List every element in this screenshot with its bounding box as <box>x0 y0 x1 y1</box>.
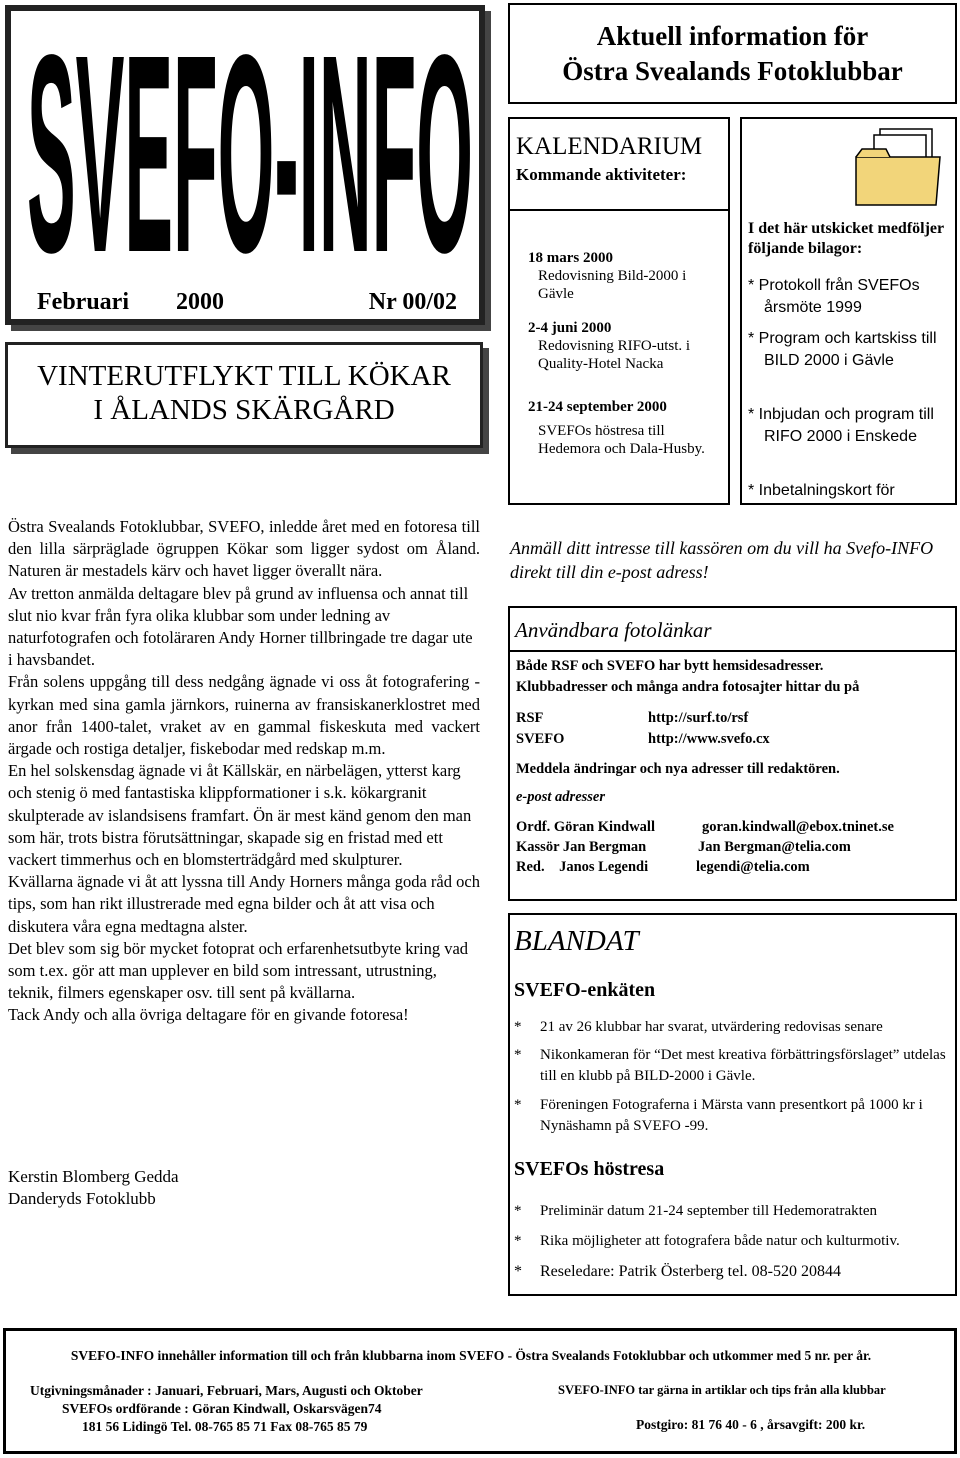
author-name: Kerstin Blomberg Gedda <box>8 1167 179 1186</box>
kalendarium-title: KALENDARIUM <box>516 133 703 160</box>
banner-line-1: Aktuell information för <box>596 21 869 51</box>
issue-month: Februari <box>37 289 129 315</box>
article-paragraph: En hel solskensdag ägnade vi åt Källskär, en närbelägen, ytterst karg och stenig ö med fantastiska klippformationer i s.k. kökargranit skulpterade av islandsisens framfart. Ön är mest känd genom den man som här, trots bistra förutsättningar, skapade sig en fristad med ett vackert timmerhus och en blomsterträdgård med skulpturer. <box>8 761 472 870</box>
logo <box>23 23 477 268</box>
subscribe-notice: Anmäll ditt intresse till kassören om du vill ha Svefo-INFO direkt till din e-post adress! <box>510 538 934 582</box>
signature <box>8 1166 179 1210</box>
folder-icon <box>852 127 944 207</box>
site-url[interactable]: http://www.svefo.cx <box>648 731 770 747</box>
list-item <box>514 1261 952 1282</box>
issue-number: Nr 00/02 <box>368 289 457 315</box>
list-item <box>514 1095 952 1137</box>
misc-title: BLANDAT <box>514 925 639 957</box>
links-intro: Klubbadresser och många andra fotosajter hittar du på <box>516 679 860 695</box>
links-title: Användbara fotolänkar <box>515 618 712 642</box>
article-paragraph: Av tretton anmälda deltagare blev på grund av influensa och annat till slut nio kvar från fyra olika klubbar som under ledning av naturfotografen och fotoläraren Andy Horner tillbringade tre dagar ute i havsbandet. <box>8 583 473 670</box>
calendar-event <box>528 398 724 458</box>
article-paragraph: Kvällarna ägnade vi åt att lyssna till Andy Horners många goda råd och tips, som han rikt illustrerade med egna bilder och åt att visa och diskutera våra egna medtagna alster. <box>8 872 480 936</box>
autumn-trip-heading: SVEFOs höstresa <box>514 1158 665 1180</box>
site-url[interactable]: http://surf.to/rsf <box>648 710 749 726</box>
footer-address: 181 56 Lidingö Tel. 08-765 85 71 Fax 08-765 85 79 <box>82 1419 368 1434</box>
logo-text: SVEFO-INFO <box>27 23 474 268</box>
list-item-text: Rika möjligheter att fotografera både natur och kulturmotiv. <box>540 1233 900 1249</box>
attachment-item <box>748 404 954 448</box>
links-intro: Både RSF och SVEFO har bytt hemsidesadresser. <box>516 658 824 674</box>
list-item-text: Preliminär datum 21-24 september till Hedemoratrakten <box>540 1203 877 1219</box>
bullet: * <box>514 1019 522 1035</box>
attachments-box <box>740 117 957 505</box>
attachment-item <box>748 275 954 319</box>
contact-email[interactable]: goran.kindwall@ebox.tninet.se <box>702 819 894 835</box>
survey-heading: SVEFO-enkäten <box>514 979 656 1001</box>
misc-box <box>508 913 957 1296</box>
footer-months: Utgivningsmånader : Januari, Februari, Mars, Augusti och Oktober <box>30 1383 423 1398</box>
list-item <box>514 1017 952 1038</box>
contact-email[interactable]: Jan Bergman@telia.com <box>698 839 851 855</box>
list-item-text: Reseledare: Patrik Österberg tel. 08-520 20844 <box>540 1263 841 1280</box>
attachment-item <box>748 480 954 502</box>
author-club: Danderyds Fotoklubb <box>8 1189 156 1208</box>
top-banner <box>508 3 957 104</box>
headline-box <box>5 342 483 448</box>
bullet: * <box>514 1203 522 1219</box>
headline-line-1: VINTERUTFLYKT TILL KÖKAR <box>37 360 451 392</box>
attachment-line: * Program och kartskiss till <box>748 330 937 347</box>
article-paragraph: Det blev som sig bör mycket fotoprat och erfarenhetsutbyte kring vad som t.ex. gör att man upplever en bild som intressant, utrustning, teknik, filmers egenskaper osv. till sent på kvällarna. <box>8 938 469 1003</box>
site-name: RSF <box>516 710 544 726</box>
calendar-event <box>528 249 724 303</box>
list-item-text: 21 av 26 klubbar har svarat, utvärdering redovisas senare <box>540 1019 883 1035</box>
attachment-line: årsmöte 1999 <box>764 299 862 316</box>
banner-line-2: Östra Svealands Fotoklubbar <box>562 56 903 86</box>
list-item <box>514 1231 952 1252</box>
kalendarium-box <box>508 117 730 505</box>
list-item-text: Nikonkameran för “Det mest kreativa förbättringsförslaget” utdelas till en klubb på BILD-2000 i Gävle. <box>540 1047 946 1084</box>
contact-role: Red. Janos Legendi <box>516 859 649 875</box>
contact-role: Ordf. Göran Kindwall <box>516 819 655 835</box>
calendar-event <box>528 319 724 373</box>
issue-year: 2000 <box>176 289 224 315</box>
event-date: 21-24 september 2000 <box>528 399 667 415</box>
attachment-line: BILD 2000 i Gävle <box>764 352 894 369</box>
contact-role: Kassör Jan Bergman <box>516 839 647 855</box>
headline-line-2: I ÅLANDS SKÄRGÅRD <box>93 394 395 426</box>
attachment-line: * Inbjudan och program till <box>748 406 934 423</box>
footer <box>3 1328 957 1454</box>
article-paragraph: Östra Svealands Fotoklubbar, SVEFO, inledde året med en fotoresa till den lilla särpräglade ögruppen Kökar som ligger sydost om Åland. Naturen är mestadels kärv och havet ligger överallt nära. <box>8 517 480 581</box>
footer-chair: SVEFOs ordförande : Göran Kindwall, Oskarsvägen74 <box>62 1401 382 1416</box>
bullet: * <box>514 1047 522 1063</box>
event-text: Redovisning Bild-2000 i Gävle <box>538 268 687 302</box>
event-text: Redovisning RIFO-utst. i Quality-Hotel Nacka <box>538 338 691 372</box>
bullet: * <box>514 1233 522 1249</box>
article-body <box>8 516 480 1027</box>
attachments-title: I det här utskicket medföljer följande bilagor: <box>748 220 944 257</box>
attachment-line: * Inbetalningskort för <box>748 482 895 499</box>
footer-welcome: SVEFO-INFO tar gärna in artiklar och tips från alla klubbar <box>558 1383 886 1397</box>
article-paragraph: Tack Andy och alla övriga deltagare för en givande fotoresa! <box>8 1005 409 1025</box>
kalendarium-subtitle: Kommande aktiviteter: <box>516 165 687 184</box>
event-date: 18 mars 2000 <box>528 250 613 266</box>
list-item-text: Föreningen Fotograferna i Märsta vann presentkort på 1000 kr i Nynäshamn på SVEFO -99. <box>540 1097 923 1134</box>
bullet: * <box>514 1097 522 1113</box>
masthead <box>5 5 485 325</box>
list-item <box>514 1201 952 1222</box>
attachment-item <box>748 328 954 372</box>
event-date: 2-4 juni 2000 <box>528 320 612 336</box>
email-heading: e-post adresser <box>516 789 606 805</box>
event-text: SVEFOs höstresa till Hedemora och Dala-Husby. <box>538 423 705 457</box>
links-notice: Meddela ändringar och nya adresser till redaktören. <box>516 761 840 777</box>
site-name: SVEFO <box>516 731 565 747</box>
attachment-line: * Protokoll från SVEFOs <box>748 277 920 294</box>
contact-email[interactable]: legendi@telia.com <box>696 859 810 875</box>
bullet: * <box>514 1263 522 1280</box>
divider <box>510 650 955 652</box>
footer-info: SVEFO-INFO innehåller information till och från klubbarna inom SVEFO - Östra Svealands Fotoklubbar och utkommer med 5 nr. per år. <box>70 1348 872 1363</box>
divider <box>510 209 728 211</box>
footer-postgiro: Postgiro: 81 76 40 - 6 , årsavgift: 200 kr. <box>636 1417 866 1432</box>
article-paragraph: Från solens uppgång till dess nedgång ägnade vi oss åt fotografering - kyrkan med sina gamla järnkors, ruinerna av fransiskanerklostret med anor från 1400-talet, vraket av en gammal fiskeskuta med vackert ärgade och rostiga detaljer, fiskebodar med redskap m.m. <box>8 672 480 759</box>
list-item <box>514 1045 952 1087</box>
links-box <box>508 606 957 901</box>
attachment-line: RIFO 2000 i Enskede <box>764 428 917 445</box>
